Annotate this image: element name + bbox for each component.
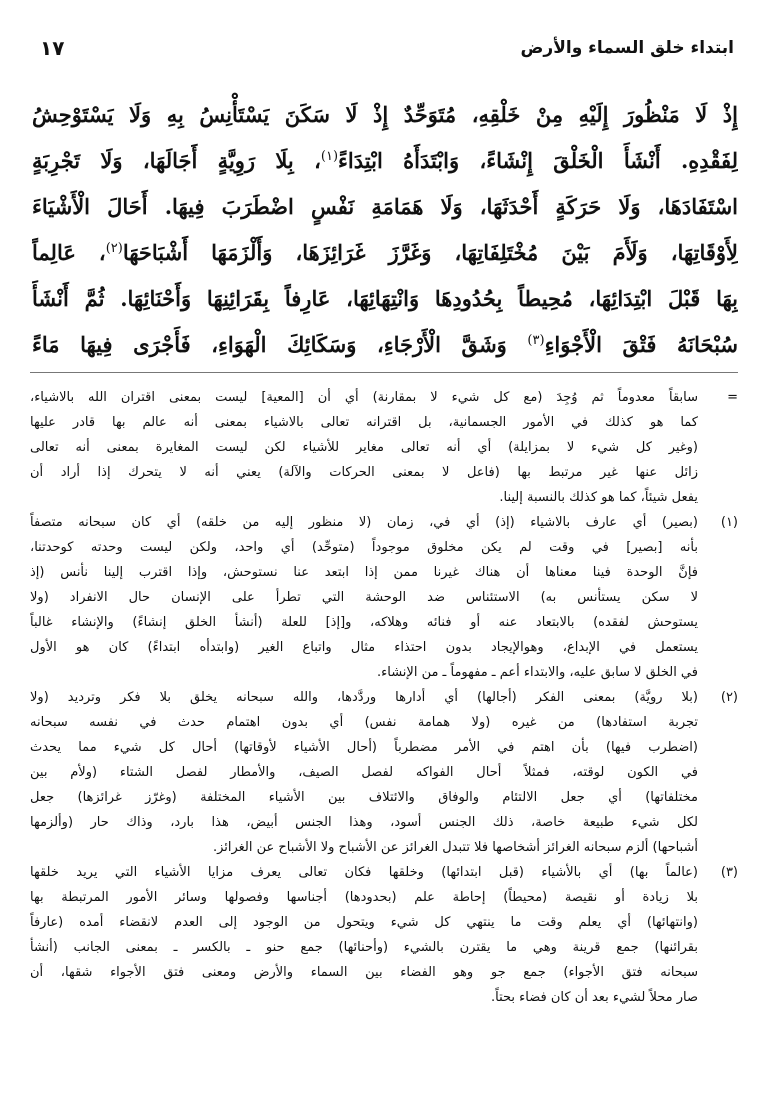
footnote-reference[interactable]: (١) [320,149,339,164]
main-text [32,92,738,368]
page-number: ١٧ [40,36,65,60]
footnote-reference[interactable]: (٣) [527,333,545,348]
footnote-continuation [30,385,738,510]
footnote-marker: (١) [720,515,738,530]
footnote-line: تجربة استفادها) من غيره (ولا همامة نفس) أي بدون اهتمام حدث في نفسه سبحانه [30,715,698,730]
footnote-line: سابقاً معدوماً ثم وُجِدَ (مع كل شيء لا بمقارنة) أي أن [المعية] ليست بمعنى اقتران الله بالاشياء، [30,390,698,405]
running-header [40,34,734,68]
footnote-line: مختلفاتها) أي جعل الالتئام والوفاق والائتلاف بين الأشياء المختلفة (وغرّز غرائزها) جعل [30,790,698,805]
footnote-line: بأنه [بصير] في وقت لم يكن مخلوق موجوداً (متوحِّد) أي واحد، ولكن ليست وحدته كوحدتنا، [30,540,698,555]
footnote-line: يستعمل في الإبداع، وهوالإيجاد بدون احتذاء مثال واتباع الغير (وابتدأه ابتداءً) كان هو الأول [30,640,698,655]
footnote-line: (وغير كل شيء لا بمزايلة) أي أنه تعالى مغاير للأشياء لكن ليست المغايرة بمعنى أنه تعالى [30,440,698,455]
footnotes [30,385,738,1010]
footnote-line: (بصير) أي عارف بالاشياء (إذ) أي في، زمان (لا منظور إليه من خلقه) أي كان سبحانه متصفاً [30,515,698,530]
footnote-reference[interactable]: (٢) [105,241,123,256]
main-text-line: لِفَقْدِهِ. أَنْشَأَ الْخَلْقَ إِنْشَاءً، وَابْتَدَأَهُ ابْتِدَاءً$^{(١)}$، بِلَا رَوِيَّةٍ أَجَالَهَا، وَلَا تَجْرِبَةٍ [32,148,738,173]
footnote-line: أشباحها) ألزم سبحانه الغرائز أشخاصها فلا تتبدل الغرائز عن الأشباح ولا الأشباح عن الغرائز. [212,840,698,855]
footnote-line: يفعل شيئاً، كما هو كذلك بالنسبة إلينا. [499,490,698,505]
main-text-line: بِهَا قَبْلَ ابْتِدَائِهَا، مُحِيطاً بِحُدُودِهَا وَانْتِهَائِهَا، عَارِفاً بِقَرَائِنِهَا وَأَحْنَائِهَا. ثُمَّ أَنْشَأَ [32,286,738,311]
footnote-separator [30,372,738,373]
footnote-line: (بلا رويَّة) بمعنى الفكر (أجالها) أي أدارها وردَّدها، والله سبحانه يخلق بلا فكر وترديد (ولا [30,690,698,705]
footnote-line: (عالماً بها) أي بالأشياء (قبل ابتدائها) وخلقها فكان تعالى يعرف مزايا الأشياء التي يريد خلقها [30,865,698,880]
footnote-line: بقرائنها) جمع قرينة وهي ما يقترن بالشيء (وأحنائها) جمع حنو ـ بالكسر ـ بمعنى الجانب (أنشأ [30,940,698,955]
footnote-marker: (٣) [720,865,738,880]
main-text-line: اسْتَفَادَهَا، وَلَا حَرَكَةٍ أَحْدَثَهَا، وَلَا هَمَامَةِ نَفْسٍ اضْطَرَبَ فِيهَا. أَحَالَ الْأَشْيَاءَ [32,194,738,219]
footnote-line: لا سكن يستأنس به) الاستئناس ضد الوحشة التي تطرأ على الإنسان حال الانفراد (ولا [30,590,698,605]
footnote-line: سبحانه فتق الأجواء) جمع جو وهو الفضاء بين السماء والأرض ومعنى فتق الأجواء شقها، أن [30,965,698,980]
main-text-line: لِأَوْقَاتِهَا، وَلَأَمَ بَيْنَ مُخْتَلِفَاتِهَا، وَغَرَّزَ غَرَائِزَهَا، وَأَلْزَمَهَا أَشْبَاحَهَا$^{(٢)}$، عَالِماً [32,240,738,265]
footnote-line: في الكون لوقته، فمثلاً أحال الفواكه لفصل الصيف، والأمطار لفصل الشتاء (ولأم بين [30,765,698,780]
footnote-line: (اضطرب فيها) بأن اهتم في الأمر مضطرباً (أحال الأشياء لأوقاتها) أحال كل شيء مما يحدث [30,740,698,755]
footnote-line: في الخلق لا سابق عليه، والابتداء أعم ـ مفهوماً ـ من الإنشاء. [376,665,698,680]
footnote-line: يستوحش لفقده) بالابتعاد عنه أو فنائه وهلاكه، و[إذ] للعلة (أنشأ الخلق إنشاءً) والإنشاء غالباً [30,615,698,630]
footnote-line: صار محلاً لشيء بعد أن كان فضاء بحتاً. [491,990,698,1005]
footnote-marker: (٢) [720,690,738,705]
footnote-line: كما هو كذلك في الأمور الجسمانية، بل اقترانه تعالى بالاشياء بمعنى أنه عالم بها قادر عليها [30,415,698,430]
footnote-line: زائل عنها غير مرتبط بها (فاعل لا بمعنى الحركات والآلة) يعني أنه لا يتحرك إذا أراد أن [30,465,698,480]
footnote-1 [30,510,738,685]
footnote-line: فإنَّ الوحدة فينا معناها أن هناك غيرنا ممن إذا ابتعد عنا نستوحش، وإذا اقترب إلينا نأنس (إذ [30,565,698,580]
footnote-line: بلا زيادة أو نقيصة (محيطاً) إحاطة علم (بحدودها) أجناسها وفصولها وسائر الأمور المرتبطة بها [30,890,698,905]
continuation-marker: = [727,390,738,405]
footnote-2 [30,685,738,860]
footnote-line: لكل شيء طبيعة خاصة، ذلك الجنس أسود، وهذا الجنس أبيض، هذا بارد، وذاك حار (وألزمها [30,815,698,830]
chapter-title: ابتداء خلق السماء والأرض [520,38,734,58]
main-text-line: إِذْ لَا مَنْظُورَ إِلَيْهِ مِنْ خَلْقِهِ، مُتَوَحِّدٌ إِذْ لَا سَكَنَ يَسْتَأْنِسُ بِهِ وَلَا يَسْتَوْحِشُ [32,102,738,127]
main-text-line: سُبْحَانَهُ فَتْقَ الْأَجْوَاءِ$^{(٣)}$ وَشَقَّ الْأَرْجَاءِ، وَسَكَائِكَ الْهَوَاءِ، فَأَجْرَى فِيهَا مَاءً [32,332,738,357]
footnote-line: (وانتهائها) أي يعلم وقت ما ينتهي كل شيء ويتحول من الوجود إلى العدم لانقضاء أمده (عارفاً [30,915,698,930]
footnote-3 [30,860,738,1010]
